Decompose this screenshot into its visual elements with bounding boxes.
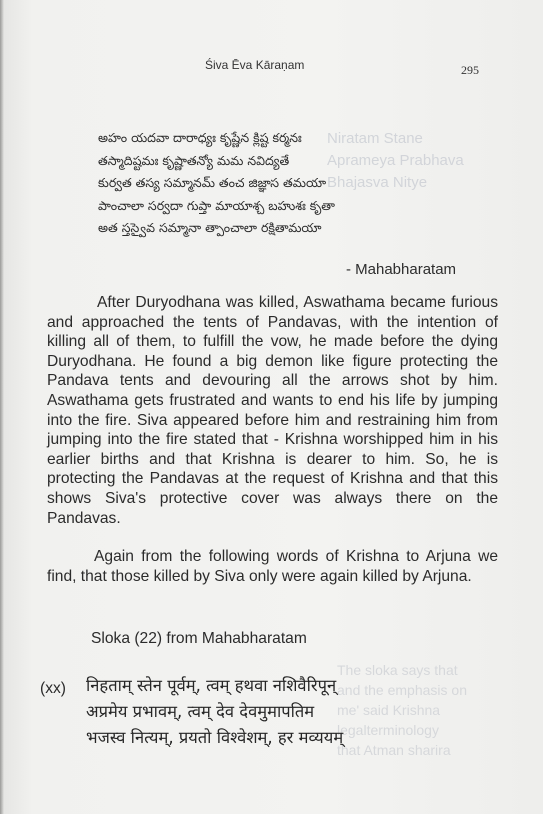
show-through-line: Niratam Stane [327, 130, 423, 147]
telugu-verse-line: అత స్తస్వైవ సమ్మానా త్పాంచాలా రక్షితామయా [98, 220, 322, 235]
sanskrit-verse-line: निहताम् स्तेन पूर्वम्, त्वम् हथवा नशिवैरिपून् [86, 676, 337, 695]
telugu-verse-line: అహం యదవా దారాధ్యః కృష్ణేన క్లిష్ట కర్మనః [98, 130, 302, 145]
page-binding-shadow [0, 0, 4, 814]
sanskrit-verse-line: अप्रमेय प्रभावम्, त्वम् देव देवमुमापतिम [86, 702, 315, 721]
telugu-verse-line: పాంచాలా సర్వదా గుప్తా మాయాశ్చ బహుశః కృతా [98, 197, 335, 213]
telugu-verse-line: కుర్వత తస్య సమ్మానమ్ తంచ జిజ్ఞాస తమయా [98, 175, 327, 190]
show-through-line: Aprameya Prabhava [327, 152, 464, 169]
show-through-line: The sloka says that [337, 662, 458, 678]
show-through-line: and the emphasis on [337, 682, 467, 698]
sloka-number: (xx) [40, 680, 66, 697]
verse-attribution: - Mahabharatam [346, 261, 457, 278]
body-paragraph: After Duryodhana was killed, Aswathama became furious and approached the tents of Pandavas, with the intention of killing all of them, to fulfill the vow, he made before the dying Duryodhana. He found a big demon like figure protecting the Pandava tents and devouring all the arrows shot by him. Aswathama gets frustrated and wants to end his life by jumping into the fire. Siva appeared before him and restraining him from jumping into the fire stated that - Krishna worshipped him in his earlier births and that Krishna is dearer to him. So, he is protecting the Pandavas at the request of Krishna and that this shows Siva's protective cover was always there on the Pandavas. [47, 294, 498, 527]
running-header-title: Śiva Ēva Kāraṇam [205, 58, 305, 72]
sanskrit-verse-line: भजस्व नित्यम्, प्रयतो विश्वेशम्, हर मव्ययम् [86, 728, 344, 747]
sanskrit-verse-block [86, 673, 506, 751]
show-through-line: me' said Krishna [337, 702, 441, 718]
show-through-line: that Atman sharira [337, 742, 451, 758]
telugu-verse-line: తస్మాదిష్టమః కృష్ణాతన్యో మమ నవిద్యతే [98, 152, 290, 168]
telugu-verse-block [98, 127, 498, 240]
show-through-line: legalterminology [337, 722, 439, 738]
body-paragraph: Again from the following words of Krishna to Arjuna we find, that those killed by Siva only were again killed by Arjuna. [47, 548, 498, 585]
show-through-line: Bhajasva Nitye [327, 174, 428, 191]
sloka-heading: Sloka (22) from Mahabharatam [91, 630, 307, 647]
page-number: 295 [461, 63, 479, 77]
